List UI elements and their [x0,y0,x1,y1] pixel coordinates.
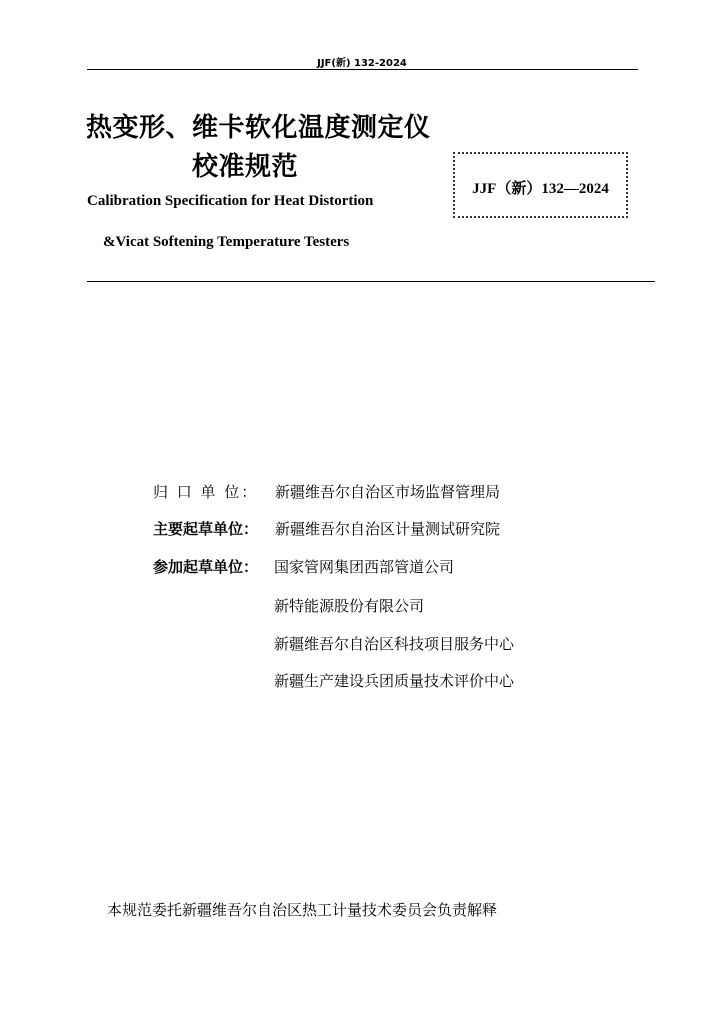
english-title-line-2: &Vicat Softening Temperature Testers [103,234,350,250]
chinese-title-line-2: 校准规范 [192,152,299,182]
specification-code-box [453,152,628,218]
title-rule [87,281,655,282]
interpretation-note: 本规范委托新疆维吾尔自治区热工计量技术委员会负责解释 [107,901,498,919]
participating-unit-4: 新疆生产建设兵团质量技术评价中心 [274,672,515,690]
responsible-unit-value: 新疆维吾尔自治区市场监督管理局 [275,483,501,501]
specification-code: JJF（新）132—2024 [472,181,609,197]
drafting-unit-label: 主要起草单位： [153,520,259,538]
participating-unit-2: 新特能源股份有限公司 [274,597,425,615]
participating-unit-3: 新疆维吾尔自治区科技项目服务中心 [274,635,515,653]
responsible-unit-row [153,481,500,502]
english-title-line-1: Calibration Specification for Heat Distortion [87,193,374,209]
responsible-unit-label: 归 口 单 位： [153,483,259,501]
participating-unit-row [153,556,454,577]
running-header-code: JJF(新) 132-2024 [317,58,407,69]
participating-unit-1: 国家管网集团西部管道公司 [274,558,455,576]
participating-unit-label: 参加起草单位： [153,558,259,576]
header-rule [87,69,638,70]
chinese-title-line-1: 热变形、维卡软化温度测定仪 [86,113,431,143]
drafting-unit-row [153,518,500,539]
drafting-unit-value: 新疆维吾尔自治区计量测试研究院 [275,520,501,538]
